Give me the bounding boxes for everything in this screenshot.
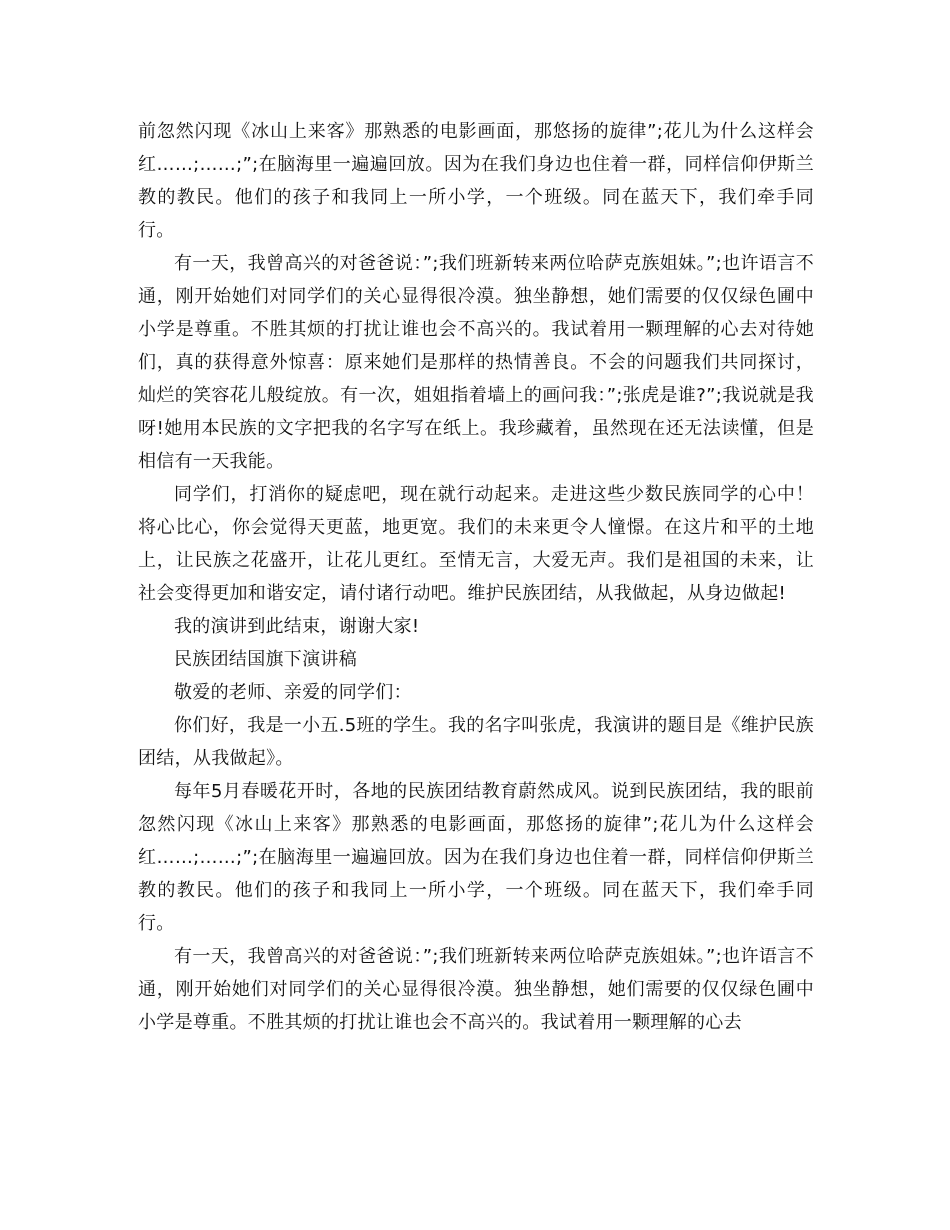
document-body <box>138 115 814 1039</box>
paragraph-4: 我的演讲到此结束，谢谢大家! <box>174 616 420 637</box>
paragraph-3: 同学们，打消你的疑虑吧，现在就行动起来。走进这些少数民族同学的心中！将心比心，你会觉得天更蓝，地更宽。我们的未来更令人憧憬。在这片和平的土地上，让民族之花盛开，让花儿更红。至情无言，大爱无声。我们是祖国的未来，让社会变得更加和谐安定，请付诸行动吧。维护民族团结，从我做起，从身边做起! <box>138 484 814 604</box>
paragraph-8: 每年5月春暖花开时，各地的民族团结教育蔚然成风。说到民族团结，我的眼前忽然闪现《冰山上来客》那熟悉的电影画面，那悠扬的旋律”;花儿为什么这样会红……;……;”;在脑海里一遍遍回放。因为在我们身边也住着一群，同样信仰伊斯兰教的教民。他们的孩子和我同上一所小学，一个班级。同在蓝天下，我们牵手同行。 <box>138 781 814 934</box>
section-title: 民族团结国旗下演讲稿 <box>174 649 357 670</box>
paragraph-2: 有一天，我曾高兴的对爸爸说：”;我们班新转来两位哈萨克族姐妹。”;也许语言不通，刚开始她们对同学们的关心显得很冷漠。独坐静想，她们需要的仅仅绿色圃中小学是尊重。不胜其烦的打扰让谁也会不高兴的。我试着用一颗理解的心去对待她们，真的获得意外惊喜：原来她们是那样的热情善良。不会的问题我们共同探讨，灿烂的笑容花儿般绽放。有一次，姐姐指着墙上的画问我：”;张虎是谁?”;我说就是我呀!她用本民族的文字把我的名字写在纸上。我珍藏着，虽然现在还无法读懂，但是相信有一天我能。 <box>138 253 814 472</box>
paragraph-1: 前忽然闪现《冰山上来客》那熟悉的电影画面，那悠扬的旋律”;花儿为什么这样会红……;……;”;在脑海里一遍遍回放。因为在我们身边也住着一群，同样信仰伊斯兰教的教民。他们的孩子和我同上一所小学，一个班级。同在蓝天下，我们牵手同行。 <box>138 121 814 241</box>
salutation: 敬爱的老师、亲爱的同学们： <box>174 682 412 703</box>
paragraph-9: 有一天，我曾高兴的对爸爸说：”;我们班新转来两位哈萨克族姐妹。”;也许语言不通，刚开始她们对同学们的关心显得很冷漠。独坐静想，她们需要的仅仅绿色圃中小学是尊重。不胜其烦的打扰让谁也会不高兴的。我试着用一颗理解的心去 <box>138 946 814 1033</box>
paragraph-7: 你们好，我是一小五.5班的学生。我的名字叫张虎，我演讲的题目是《维护民族团结，从我做起》。 <box>138 715 814 769</box>
